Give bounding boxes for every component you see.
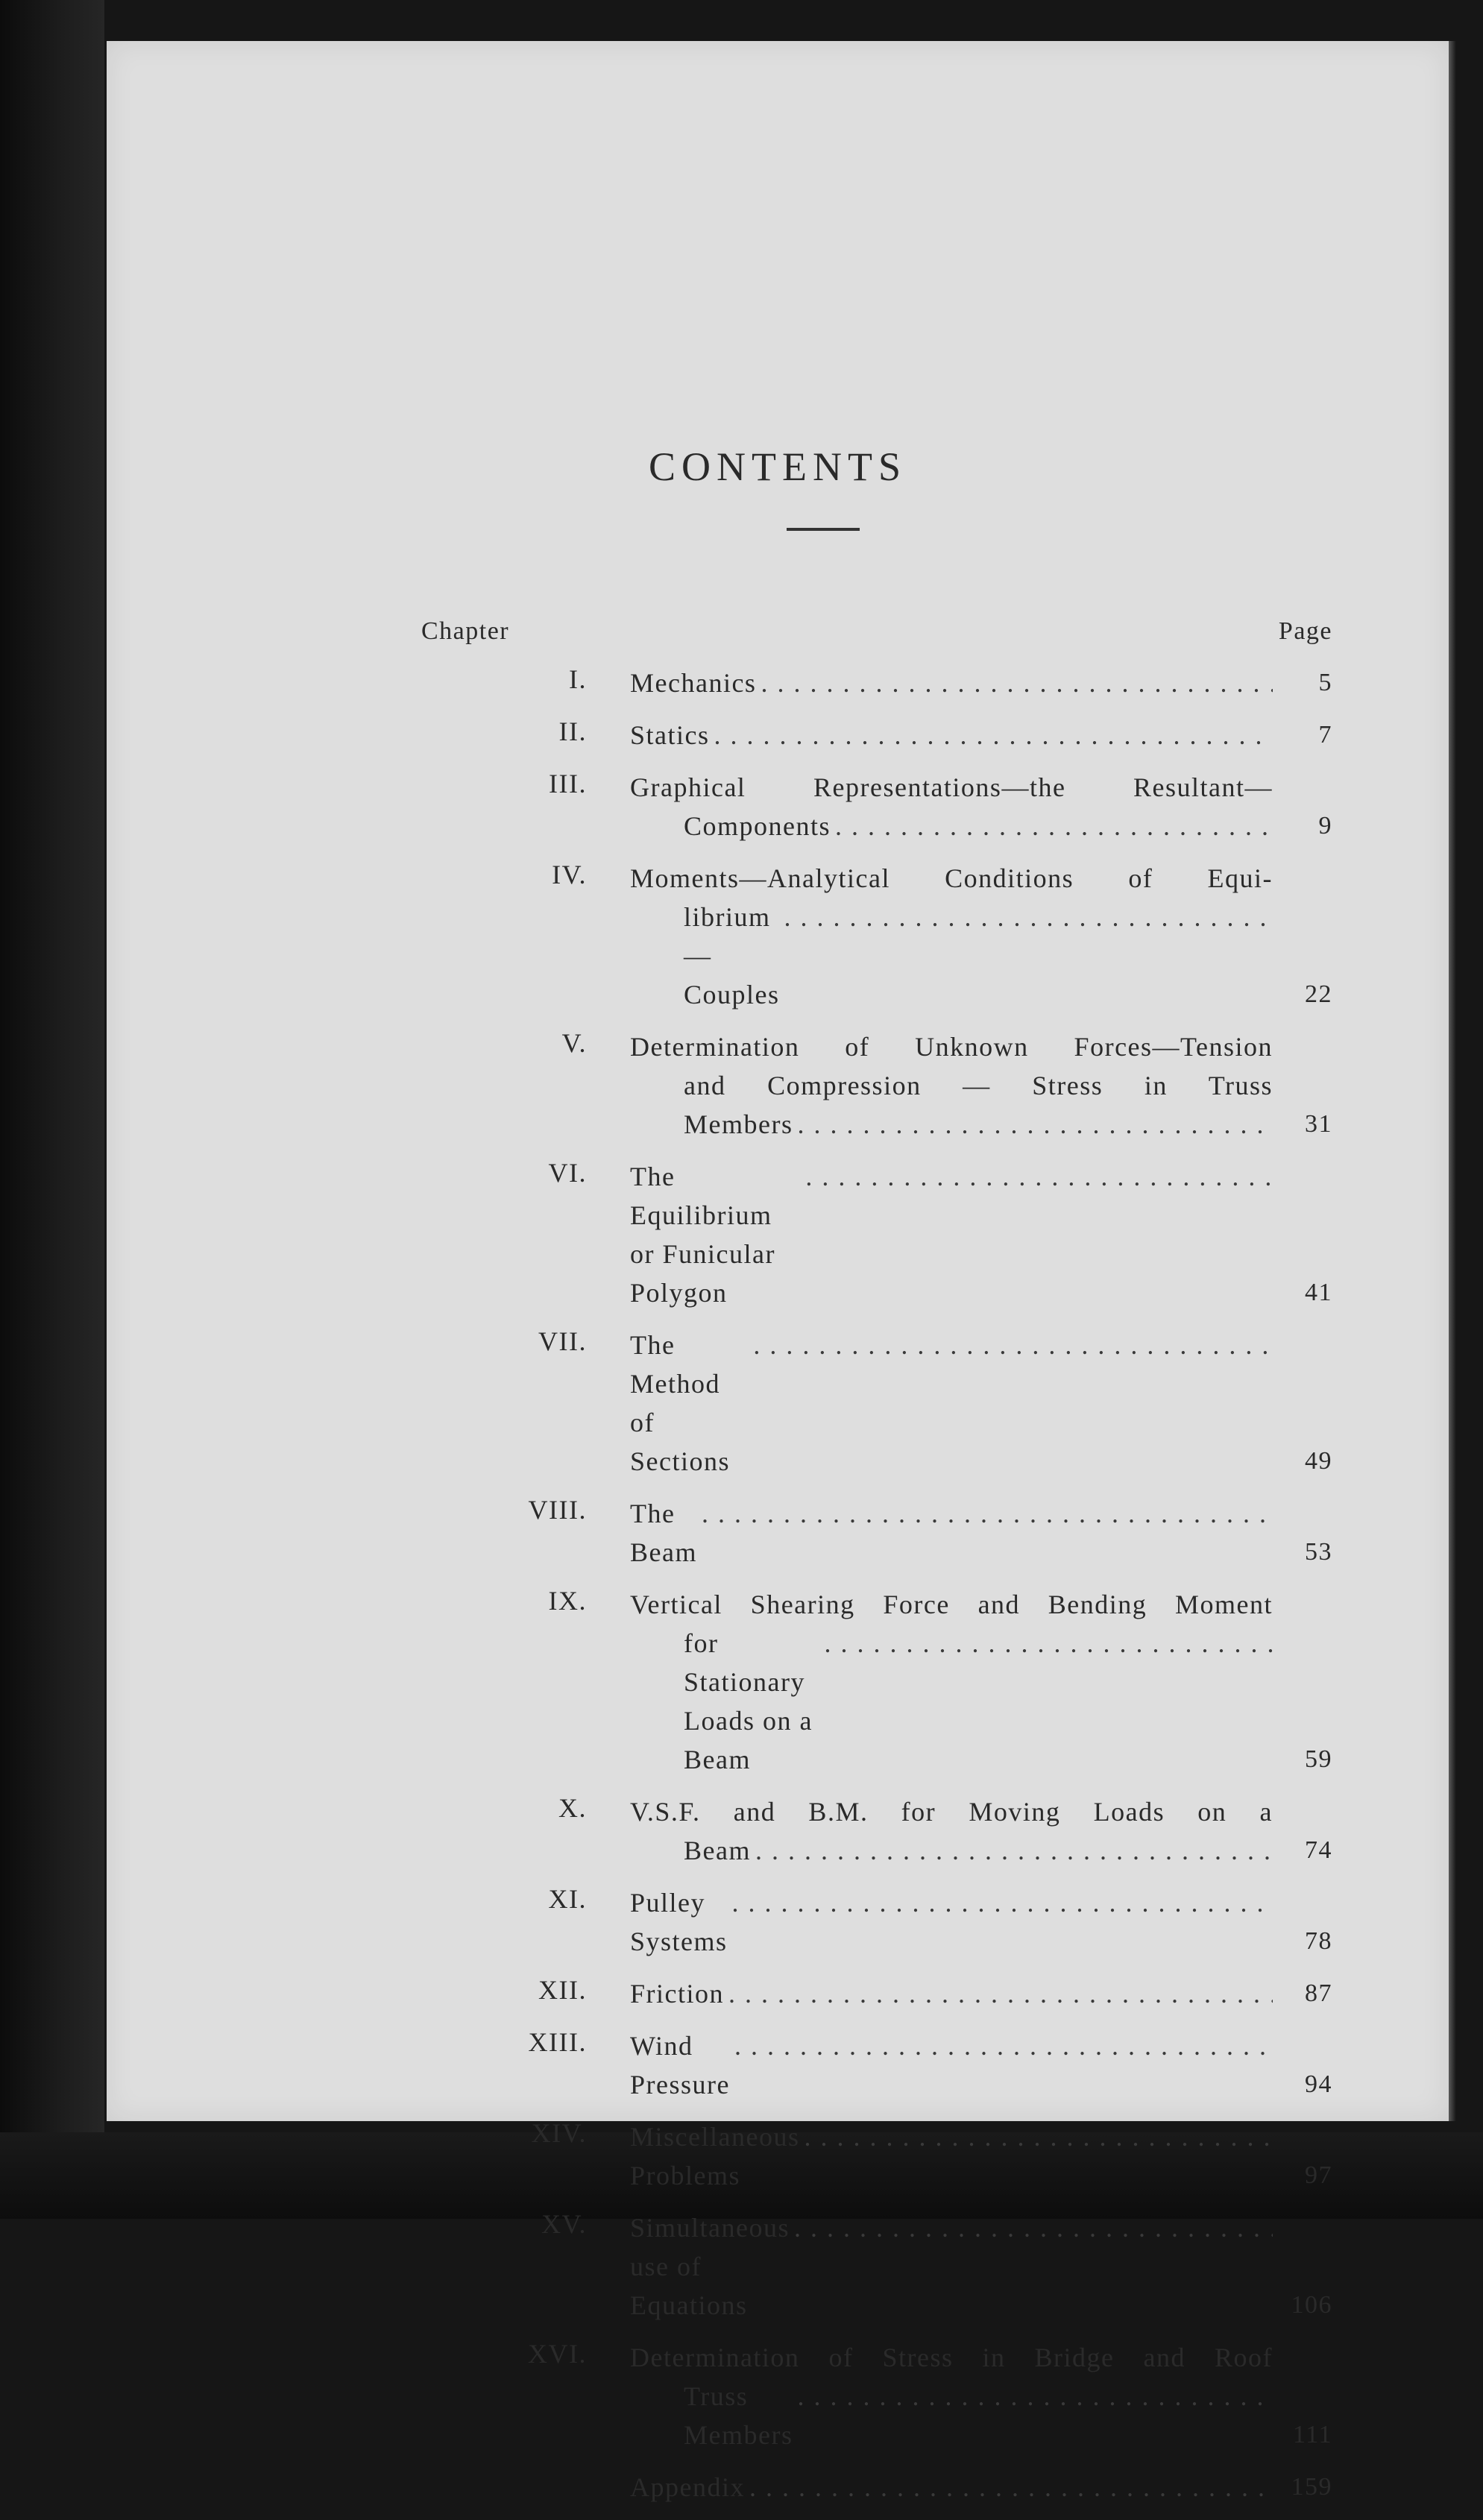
toc-entry bbox=[421, 1326, 1332, 1481]
chapter-title-text: Components bbox=[684, 811, 831, 841]
toc-entry bbox=[421, 1157, 1332, 1312]
chapter-number: V. bbox=[561, 1028, 587, 1058]
chapter-title-last-line bbox=[630, 807, 1273, 845]
toc-entry bbox=[421, 1792, 1332, 1870]
chapter-number: XII. bbox=[538, 1975, 587, 2005]
chapter-number: XV. bbox=[541, 2209, 587, 2239]
chapter-title bbox=[630, 2208, 1273, 2325]
chapter-title bbox=[630, 1792, 1273, 1870]
table-of-contents bbox=[421, 617, 1332, 2520]
chapter-number: II. bbox=[558, 716, 587, 746]
chapter-title-line: Determination of Unknown Forces—Tension bbox=[630, 1032, 1273, 1062]
toc-entry bbox=[421, 2208, 1332, 2325]
dot-leader bbox=[761, 664, 1273, 702]
chapter-title-text: Pulley Systems bbox=[630, 1888, 728, 1956]
chapter-title-text: Wind Pressure bbox=[630, 2031, 730, 2100]
page-number: 7 bbox=[1318, 721, 1332, 749]
page-shadow bbox=[1449, 41, 1456, 2121]
chapter-title-last-line bbox=[630, 1105, 1273, 1144]
toc-entry bbox=[421, 2468, 1332, 2507]
chapter-title-text: Friction bbox=[630, 1979, 724, 2009]
dot-leader bbox=[797, 1105, 1273, 1144]
dot-leader bbox=[732, 1883, 1273, 1922]
chapter-title-line: and Compression — Stress in Truss bbox=[684, 1071, 1273, 1100]
toc-entry bbox=[421, 768, 1332, 845]
chapter-number: IX. bbox=[548, 1586, 587, 1616]
page-number: 59 bbox=[1305, 1745, 1332, 1773]
chapter-title-text: Appendix bbox=[630, 2472, 745, 2502]
page-number: 31 bbox=[1305, 1110, 1332, 1138]
chapter-title-last-line bbox=[630, 1624, 1273, 1779]
dot-leader bbox=[734, 2026, 1273, 2065]
chapter-title bbox=[630, 1974, 1273, 2013]
page-number: 74 bbox=[1305, 1836, 1332, 1864]
chapter-title-last-line bbox=[630, 1494, 1273, 1572]
scan-border-left bbox=[0, 0, 104, 2219]
chapter-title-last-line bbox=[630, 898, 1273, 1014]
page-number: 87 bbox=[1305, 1979, 1332, 2007]
dot-leader bbox=[753, 1326, 1273, 1364]
chapter-title-line: Determination of Stress in Bridge and Roof bbox=[630, 2343, 1273, 2372]
chapter-number: I. bbox=[569, 664, 587, 694]
chapter-title-line: Graphical Representations—the Resultant— bbox=[630, 772, 1273, 802]
chapter-title-text: Simultaneous use of Equations bbox=[630, 2213, 790, 2320]
chapter-number: VIII. bbox=[528, 1495, 587, 1525]
chapter-title bbox=[630, 859, 1273, 1014]
toc-header bbox=[421, 617, 1332, 659]
chapter-title bbox=[630, 2338, 1273, 2454]
chapter-title-last-line bbox=[630, 1883, 1273, 1961]
page-number: 78 bbox=[1305, 1927, 1332, 1955]
chapter-number: VI. bbox=[548, 1158, 587, 1188]
dot-leader bbox=[702, 1494, 1273, 1533]
chapter-title-last-line bbox=[630, 1831, 1273, 1870]
toc-entry bbox=[421, 1974, 1332, 2013]
chapter-title-line: Vertical Shearing Force and Bending Moment bbox=[630, 1590, 1273, 1619]
chapter-title bbox=[630, 664, 1273, 702]
toc-entry bbox=[421, 664, 1332, 702]
page-number: 22 bbox=[1305, 980, 1332, 1008]
page-number: 53 bbox=[1305, 1538, 1332, 1566]
page-number: 97 bbox=[1305, 2161, 1332, 2189]
dot-leader bbox=[805, 1157, 1273, 1196]
chapter-title-text: librium—Couples bbox=[684, 902, 780, 1009]
chapter-title-text: The Beam bbox=[630, 1499, 697, 1567]
chapter-number: X. bbox=[558, 1793, 587, 1823]
dot-leader bbox=[797, 2377, 1273, 2416]
toc-entry bbox=[421, 2338, 1332, 2454]
chapter-title bbox=[630, 2026, 1273, 2104]
toc-entry bbox=[421, 859, 1332, 1014]
chapter-title-last-line bbox=[630, 2026, 1273, 2104]
chapter-title-last-line bbox=[630, 716, 1273, 755]
chapter-title-last-line bbox=[630, 1157, 1273, 1312]
toc-entry bbox=[421, 1494, 1332, 1572]
chapter-title bbox=[630, 1883, 1273, 1961]
toc-entry bbox=[421, 2117, 1332, 2195]
chapter-title-text: The Equilibrium or Funicular Polygon bbox=[630, 1162, 775, 1308]
chapter-title-text: Beam bbox=[684, 1836, 751, 1865]
dot-leader bbox=[784, 898, 1273, 936]
chapter-number: VII. bbox=[538, 1326, 587, 1356]
dot-leader bbox=[824, 1624, 1273, 1663]
chapter-title bbox=[630, 1494, 1273, 1572]
dot-leader bbox=[835, 807, 1273, 845]
chapter-title-last-line bbox=[630, 1974, 1273, 2013]
toc-entry bbox=[421, 1027, 1332, 1144]
toc-entry bbox=[421, 2026, 1332, 2104]
page-number: 111 bbox=[1293, 2421, 1332, 2448]
page-number: 49 bbox=[1305, 1447, 1332, 1475]
title-rule bbox=[787, 528, 860, 531]
chapter-title bbox=[630, 1326, 1273, 1481]
chapter-title-last-line bbox=[630, 2468, 1273, 2507]
chapter-title-line: V.S.F. and B.M. for Moving Loads on a bbox=[630, 1797, 1273, 1827]
dot-leader bbox=[804, 2117, 1273, 2156]
chapter-title-last-line bbox=[630, 664, 1273, 702]
page-number: 5 bbox=[1318, 669, 1332, 696]
chapter-title-text: The Method of Sections bbox=[630, 1330, 730, 1476]
chapter-title-last-line bbox=[630, 2377, 1273, 2454]
chapter-title-last-line bbox=[630, 1326, 1273, 1481]
page-column-heading: Page bbox=[1278, 617, 1332, 645]
toc-entry bbox=[421, 1585, 1332, 1779]
chapter-number: XVI. bbox=[528, 2339, 587, 2369]
chapter-number: III. bbox=[549, 769, 587, 798]
chapter-title-last-line bbox=[630, 2208, 1273, 2325]
page-number: 94 bbox=[1305, 2070, 1332, 2098]
toc-entry bbox=[421, 716, 1332, 755]
dot-leader bbox=[755, 1831, 1273, 1870]
toc-entry bbox=[421, 1883, 1332, 1961]
page-number: 159 bbox=[1291, 2473, 1332, 2501]
chapter-title-text: Truss Members bbox=[684, 2381, 793, 2450]
chapter-title-line: Moments—Analytical Conditions of Equi- bbox=[630, 863, 1273, 893]
chapter-title-text: Statics bbox=[630, 720, 710, 750]
dot-leader bbox=[794, 2208, 1273, 2247]
dot-leader bbox=[749, 2468, 1273, 2507]
page-number: 106 bbox=[1291, 2291, 1332, 2319]
chapter-title bbox=[630, 1027, 1273, 1144]
book-page bbox=[107, 41, 1449, 2502]
chapter-number: XIV. bbox=[531, 2118, 587, 2148]
page-number: 41 bbox=[1305, 1279, 1332, 1306]
toc-entries bbox=[421, 664, 1332, 2507]
chapter-title bbox=[630, 1157, 1273, 1312]
chapter-column-heading: Chapter bbox=[421, 617, 510, 645]
chapter-number: XI. bbox=[548, 1884, 587, 1914]
chapter-title bbox=[630, 2468, 1273, 2507]
page-title: CONTENTS bbox=[649, 444, 907, 489]
chapter-title bbox=[630, 2117, 1273, 2195]
chapter-title bbox=[630, 768, 1273, 845]
dot-leader bbox=[728, 1974, 1273, 2013]
chapter-title-text: Miscellaneous Problems bbox=[630, 2122, 800, 2190]
chapter-title-text: for Stationary Loads on a Beam bbox=[684, 1628, 813, 1774]
chapter-number: XIII. bbox=[528, 2027, 587, 2057]
chapter-title-text: Mechanics bbox=[630, 668, 757, 698]
chapter-title bbox=[630, 716, 1273, 755]
chapter-title-last-line bbox=[630, 2117, 1273, 2195]
chapter-number: IV. bbox=[552, 860, 587, 889]
dot-leader bbox=[714, 716, 1273, 755]
chapter-title-text: Members bbox=[684, 1109, 793, 1139]
page-number: 9 bbox=[1318, 812, 1332, 840]
chapter-title bbox=[630, 1585, 1273, 1779]
